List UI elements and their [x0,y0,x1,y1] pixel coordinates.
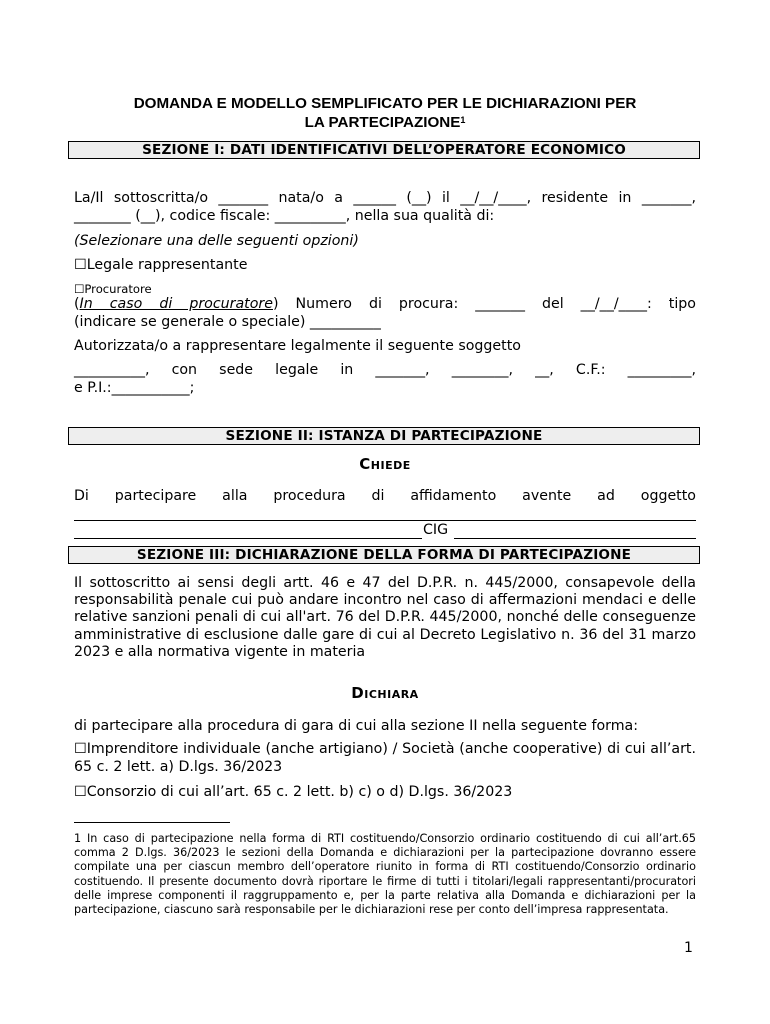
document-title [70,94,700,132]
title-line-1: DOMANDA E MODELLO SEMPLIFICATO PER LE DICHIARAZIONI PER [133,95,637,112]
procura-rest: ) Numero di procura: _______ del __/__/____: tipo [272,296,696,312]
footnote-separator [74,822,230,823]
sede-line-2: e P.I.:___________; [74,380,195,396]
oggetto-line: Di partecipare alla procedura di affidamento avente ad oggetto [74,488,696,504]
option-imprenditore[interactable]: ☐Imprenditore individuale (anche artigiano) / Società (anche cooperative) di cui all’art. 65 c. 2 lett. a) D.lgs. 36/2023 [74,741,696,775]
selection-instruction: (Selezionare una delle seguenti opzioni) [74,233,359,249]
section-3-heading: SEZIONE III: DICHIARAZIONE DELLA FORMA DI PARTECIPAZIONE [68,546,700,564]
oggetto-blank-line-2[interactable] [74,538,422,539]
intro-line-1: La/Il sottoscritta/o _______ nata/o a ______ (__) il __/__/____, residente in _______, [74,190,696,206]
option-consorzio[interactable]: ☐Consorzio di cui all’art. 65 c. 2 lett. b) c) o d) D.lgs. 36/2023 [74,784,513,800]
section-1-heading: SEZIONE I: DATI IDENTIFICATIVI DELL’OPERATORE ECONOMICO [68,141,700,159]
option-procuratore[interactable]: ☐Procuratore [74,282,152,296]
procura-line-1 [74,296,696,313]
chiede-heading: Chiede [359,455,411,473]
autorizzata-text: Autorizzata/o a rappresentare legalmente il seguente soggetto [74,338,521,354]
title-footnote-ref: 1 [460,115,466,125]
page-number: 1 [684,940,693,956]
forma-intro: di partecipare alla procedura di gara di cui alla sezione II nella seguente forma: [74,718,639,734]
title-line-2 [70,113,700,132]
sede-line-1: __________, con sede legale in _______, ________, __, C.F.: _________, [74,362,696,378]
option-legale-rappresentante[interactable]: ☐Legale rappresentante [74,257,248,273]
footnote-text: 1 In caso di partecipazione nella forma di RTI costituendo/Consorzio ordinario costituendo di cui all’art.65 comma 2 D.lgs. 36/2023 le sezioni della Domanda e dichiarazioni per la partecipazione dovranno essere compilate una per ciascun membro dell’operatore riunito in forma di RTI costituendo/Consorzio ordinario costituendo. Il presente documento dovrà riportare le firme di tutti i titolari/legali rappresentanti/procuratori delle imprese componenti il raggruppamento e, per la parte relativa alla Domanda e dichiarazioni per la partecipazione, ciascuno sarà responsabile per le dichiarazioni rese per conto dell’impresa rappresentata. [74,832,696,917]
oggetto-blank-line[interactable] [74,520,696,521]
procura-italic-label: In caso di procuratore [79,296,273,312]
intro-line-2: ________ (__), codice fiscale: __________, nella sua qualità di: [74,208,495,224]
dichiara-heading: Dichiara [351,684,419,702]
cig-label: CIG [423,522,449,538]
procura-line-2: (indicare se generale o speciale) __________ [74,314,381,330]
procura-prefix: ( [74,296,80,312]
cig-blank-line[interactable] [454,538,696,539]
dichiarazione-paragraph: Il sottoscritto ai sensi degli artt. 46 e 47 del D.P.R. n. 445/2000, consapevole della responsabilità penale cui può andare incontro nel caso di affermazioni mendaci e delle relative sanzioni penali di cui all'art. 76 del D.P.R. 445/2000, nonché delle conseguenze amministrative di esclusione dalle gare di cui al Decreto Legislativo n. 36 del 31 marzo 2023 e alla normativa vigente in materia [74,575,696,660]
section-2-heading: SEZIONE II: ISTANZA DI PARTECIPAZIONE [68,427,700,445]
title-line-2-text: LA PARTECIPAZIONE [304,114,461,131]
